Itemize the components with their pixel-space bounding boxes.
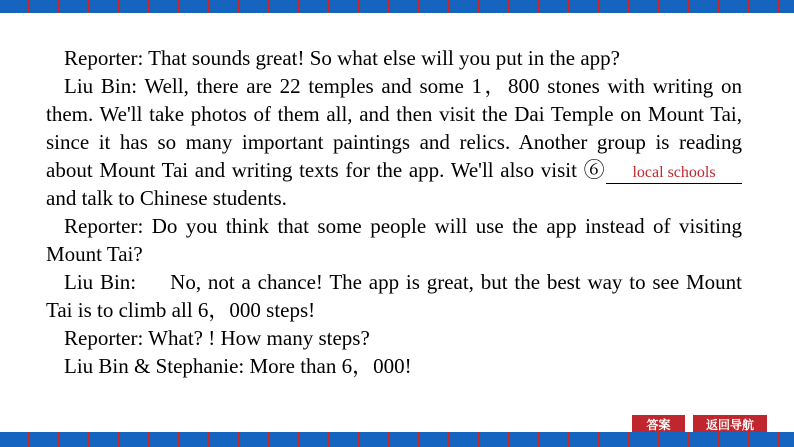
dialogue-line-liubin-1 <box>46 72 742 212</box>
dialogue-text-part: and talk to Chinese students. <box>46 186 287 210</box>
fill-in-blank-answer: local schools <box>606 163 742 184</box>
top-decorative-bar <box>0 0 794 13</box>
dialogue-line-reporter-2: Reporter: Do you think that some people will use the app instead of visiting Mount Tai? <box>46 214 742 266</box>
blank-number: ⑥ <box>583 158 607 182</box>
dialogue-text-part: Liu Bin: Well, there are 22 temples and some 1，800 stones with writing on them. We'll take photos of them all, and then visit the Dai Temple on Mount Tai, since it has so many important paintings and relics. Another group is reading about Mount Tai and writing texts for the app. We'll also visit <box>46 74 742 182</box>
bottom-decorative-bar <box>0 432 794 447</box>
dialogue-line-both: Liu Bin & Stephanie: More than 6，000! <box>64 354 412 378</box>
dialogue-line-liubin-2: Liu Bin: No, not a chance! The app is great, but the best way to see Mount Tai is to climb all 6，000 steps! <box>46 270 747 322</box>
back-to-navigation-button[interactable]: 返回导航 <box>692 414 768 436</box>
dialogue-line-reporter-1: Reporter: That sounds great! So what else will you put in the app? <box>64 46 620 70</box>
answer-button[interactable]: 答案 <box>631 414 686 436</box>
dialogue-line-reporter-3: Reporter: What? ! How many steps? <box>64 326 370 350</box>
dialogue-text <box>46 44 747 380</box>
